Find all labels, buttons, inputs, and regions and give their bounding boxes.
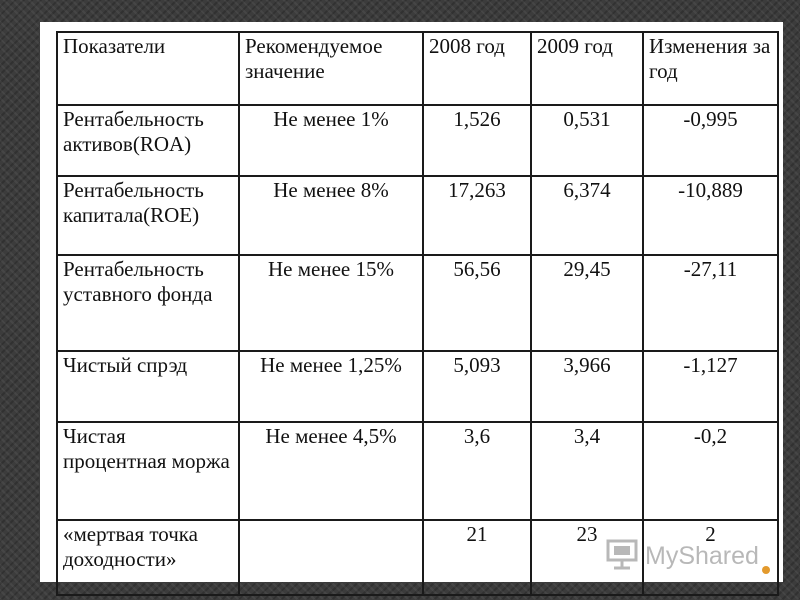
watermark-text: MyShared bbox=[645, 541, 759, 570]
row-value-2009: 23 bbox=[531, 520, 643, 595]
row-recommended: Не менее 15% bbox=[239, 255, 423, 351]
row-change: -27,11 bbox=[643, 255, 778, 351]
row-value-2008: 5,093 bbox=[423, 351, 531, 422]
row-name: Рентабельность уставного фонда bbox=[57, 255, 239, 351]
row-value-2008: 3,6 bbox=[423, 422, 531, 520]
row-change: -0,995 bbox=[643, 105, 778, 176]
row-change: -0,2 bbox=[643, 422, 778, 520]
row-value-2008: 1,526 bbox=[423, 105, 531, 176]
row-recommended: Не менее 1,25% bbox=[239, 351, 423, 422]
header-recommended: Рекомендуемое значение bbox=[239, 32, 423, 105]
row-name: Чистая процентная моржа bbox=[57, 422, 239, 520]
row-change: -10,889 bbox=[643, 176, 778, 255]
row-recommended: Не менее 1% bbox=[239, 105, 423, 176]
row-change: -1,127 bbox=[643, 351, 778, 422]
table-row bbox=[57, 255, 778, 351]
row-name: Рентабельность капитала(ROE) bbox=[57, 176, 239, 255]
watermark bbox=[605, 536, 759, 576]
row-value-2009: 3,4 bbox=[531, 422, 643, 520]
table-row bbox=[57, 176, 778, 255]
row-recommended: Не менее 4,5% bbox=[239, 422, 423, 520]
header-2008: 2008 год bbox=[423, 32, 531, 105]
header-change: Изменения за год bbox=[643, 32, 778, 105]
row-name: «мертвая точка доходности» bbox=[57, 520, 239, 595]
row-recommended: Не менее 8% bbox=[239, 176, 423, 255]
table-row bbox=[57, 422, 778, 520]
header-2009: 2009 год bbox=[531, 32, 643, 105]
slide-content bbox=[40, 22, 783, 582]
row-value-2009: 3,966 bbox=[531, 351, 643, 422]
row-value-2008: 56,56 bbox=[423, 255, 531, 351]
row-value-2009: 0,531 bbox=[531, 105, 643, 176]
header-indicators: Показатели bbox=[57, 32, 239, 105]
row-recommended bbox=[239, 520, 423, 595]
presentation-board-icon bbox=[605, 537, 639, 576]
row-value-2008: 21 bbox=[423, 520, 531, 595]
indicators-table bbox=[56, 31, 779, 596]
table-header-row bbox=[57, 32, 778, 105]
row-name: Рентабельность активов(ROA) bbox=[57, 105, 239, 176]
slide-bullet-dot bbox=[762, 566, 770, 574]
row-name: Чистый спрэд bbox=[57, 351, 239, 422]
row-value-2009: 29,45 bbox=[531, 255, 643, 351]
row-change: 2 bbox=[643, 520, 778, 595]
row-value-2008: 17,263 bbox=[423, 176, 531, 255]
table-row bbox=[57, 351, 778, 422]
row-value-2009: 6,374 bbox=[531, 176, 643, 255]
table-row bbox=[57, 105, 778, 176]
